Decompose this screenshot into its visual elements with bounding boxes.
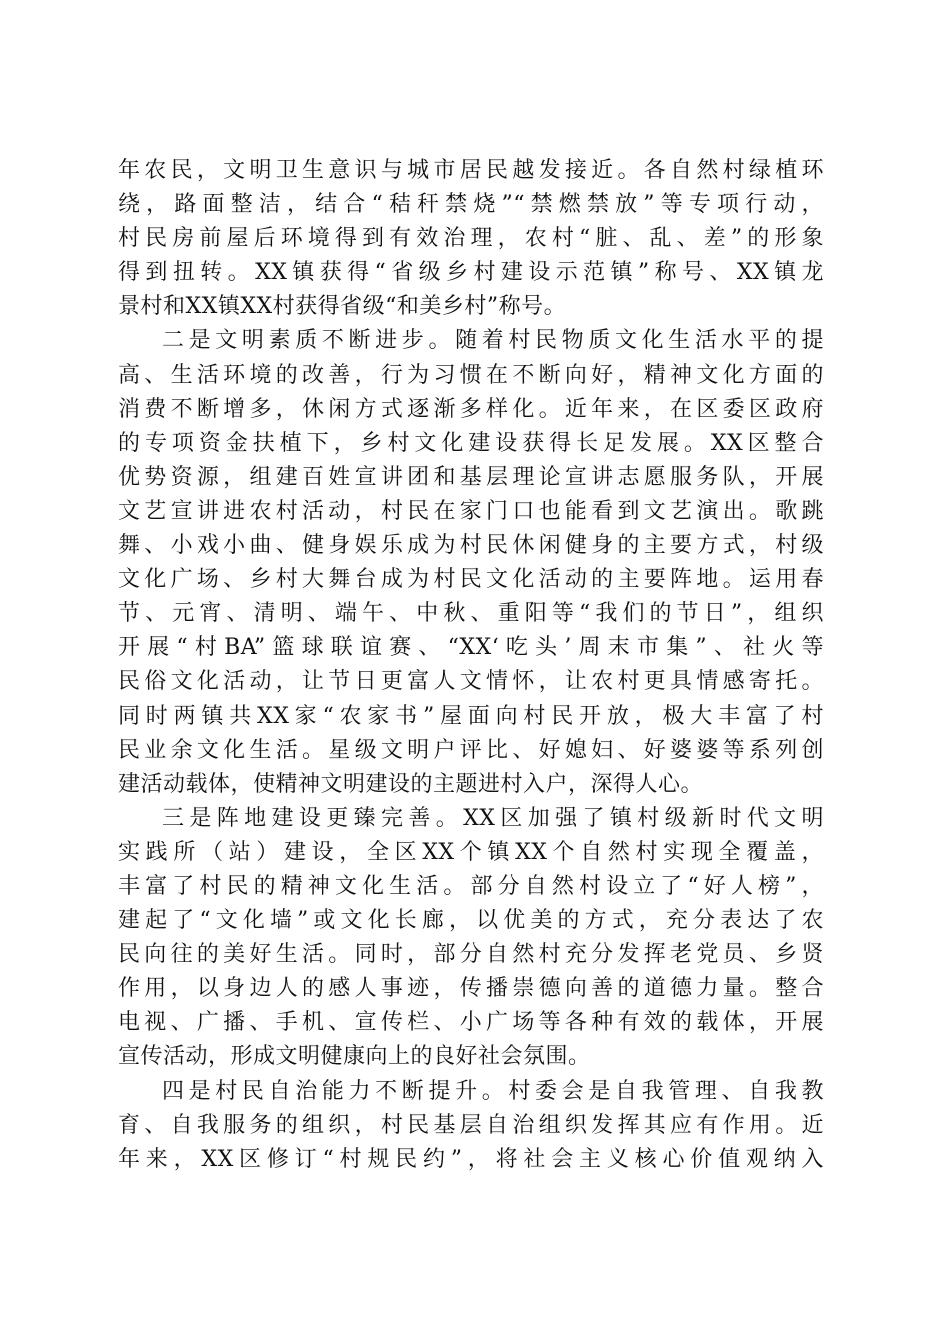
text-line: 同时两镇共XX家“农家书”屋面向村民开放，极大丰富了村: [118, 703, 824, 729]
paragraph-start-line: 四是村民自治能力不断提升。村委会是自我管理、自我教: [162, 1078, 824, 1104]
text-line: 绕，路面整洁，结合“秸秆禁烧”“禁燃禁放”等专项行动，: [118, 192, 824, 218]
paragraph-start-line: 三是阵地建设更臻完善。XX区加强了镇村级新时代文明: [162, 805, 824, 831]
text-line: 民业余文化生活。星级文明户评比、好媳妇、好婆婆等系列创: [118, 737, 824, 763]
text-line: 实践所（站）建设，全区XX个镇XX个自然村实现全覆盖，: [118, 839, 824, 865]
paragraph-end-line: 建活动载体，使精神文明建设的主题进村入户，深得人心。: [118, 771, 704, 797]
text-line: 文化广场、乡村大舞台成为村民文化活动的主要阵地。运用春: [118, 567, 824, 593]
text-line: 电视、广播、手机、宣传栏、小广场等各种有效的载体，开展: [118, 1010, 824, 1036]
text-line: 作用，以身边人的感人事迹，传播崇德向善的道德力量。整合: [118, 976, 824, 1002]
text-line: 消费不断增多，休闲方式逐渐多样化。近年来，在区委区政府: [118, 396, 824, 422]
text-line: 村民房前屋后环境得到有效治理，农村“脏、乱、差”的形象: [118, 226, 824, 252]
text-line: 丰富了村民的精神文化生活。部分自然村设立了“好人榜”，: [118, 873, 824, 899]
text-line: 文艺宣讲进农村活动，村民在家门口也能看到文艺演出。歌跳: [118, 498, 824, 524]
text-line: 民向往的美好生活。同时，部分自然村充分发挥老党员、乡贤: [118, 942, 824, 968]
text-line: 年来，XX区修订“村规民约”，将社会主义核心价值观纳入: [118, 1146, 824, 1172]
text-line: 年农民，文明卫生意识与城市居民越发接近。各自然村绿植环: [118, 158, 824, 183]
text-line: 舞、小戏小曲、健身娱乐成为村民休闲健身的主要方式，村级: [118, 533, 824, 559]
text-line: 建起了“文化墙”或文化长廊，以优美的方式，充分表达了农: [118, 908, 824, 934]
paragraph-end-line: 景村和XX镇XX村获得省级“和美乡村”称号。: [118, 294, 567, 320]
text-line: 的专项资金扶植下，乡村文化建设获得长足发展。XX区整合: [118, 430, 824, 456]
body-text: [118, 154, 824, 1177]
paragraph-end-line: 宣传活动，形成文明健康向上的良好社会氛围。: [118, 1044, 591, 1070]
text-line: 优势资源，组建百姓宣讲团和基层理论宣讲志愿服务队，开展: [118, 464, 824, 490]
text-line: 民俗文化活动，让节日更富人文情怀，让农村更具情感寄托。: [118, 669, 824, 695]
text-line: 高、生活环境的改善，行为习惯在不断向好，精神文化方面的: [118, 362, 824, 388]
paragraph-start-line: 二是文明素质不断进步。随着村民物质文化生活水平的提: [162, 328, 824, 354]
text-line: 育、自我服务的组织，村民基层自治组织发挥其应有作用。近: [118, 1112, 824, 1138]
text-line: 得到扭转。XX镇获得“省级乡村建设示范镇”称号、XX镇龙: [118, 260, 824, 286]
text-line: 开展“村BA”篮球联谊赛、“XX‘吃头’周末市集”、社火等: [118, 635, 824, 661]
text-line: 节、元宵、清明、端午、中秋、重阳等“我们的节日”，组织: [118, 601, 824, 627]
